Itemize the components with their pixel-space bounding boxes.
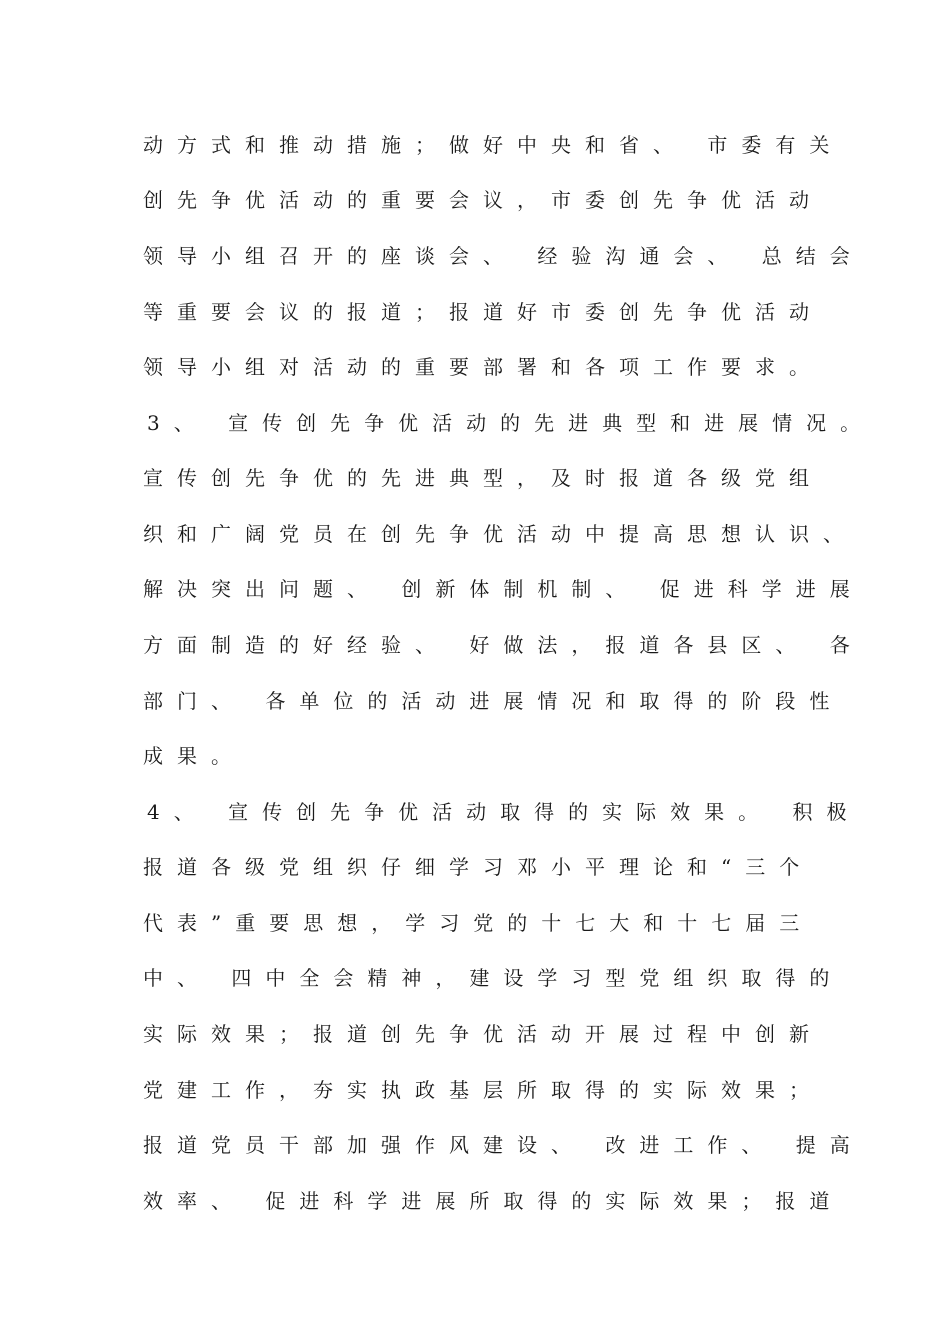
text-line: 党建工作，夯实执政基层所取得的实际效果； — [143, 1078, 823, 1102]
text-line: 方面制造的好经验、 好做法，报道各县区、 各 — [143, 633, 864, 657]
text-line: 解决突出问题、 创新体制机制、 促进科学进展 — [143, 577, 864, 601]
text-line: 成果。 — [143, 744, 245, 768]
text-line: 中、 四中全会精神，建设学习型党组织取得的 — [143, 966, 844, 990]
section-heading-3: 3、 宣传创先争优活动的先进典型和进展情况。 — [147, 411, 875, 435]
text-line: 实际效果；报道创先争优活动开展过程中创新 — [143, 1022, 823, 1046]
text-line: 领导小组召开的座谈会、 经验沟通会、 总结会 — [143, 244, 864, 268]
text-line: 领导小组对活动的重要部署和各项工作要求。 — [143, 355, 823, 379]
text-line: 等重要会议的报道；报道好市委创先争优活动 — [143, 300, 823, 324]
text-line: 效率、 促进科学进展所取得的实际效果；报道 — [143, 1189, 844, 1213]
text-line: 报道各级党组织仔细学习邓小平理论和“三个 — [143, 855, 814, 879]
text-line: 创先争优活动的重要会议，市委创先争优活动 — [143, 188, 823, 212]
text-line: 宣传创先争优的先进典型，及时报道各级党组 — [143, 466, 823, 490]
text-line: 织和广阔党员在创先争优活动中提高思想认识、 — [143, 522, 857, 546]
text-line: 代表”重要思想，学习党的十七大和十七届三 — [143, 911, 814, 935]
section-heading-4: 4、 宣传创先争优活动取得的实际效果。 积极 — [147, 800, 861, 824]
text-line: 动方式和推动措施；做好中央和省、 市委有关 — [143, 133, 844, 157]
text-line: 报道党员干部加强作风建设、 改进工作、 提高 — [143, 1133, 864, 1157]
text-line: 部门、 各单位的活动进展情况和取得的阶段性 — [143, 689, 844, 713]
